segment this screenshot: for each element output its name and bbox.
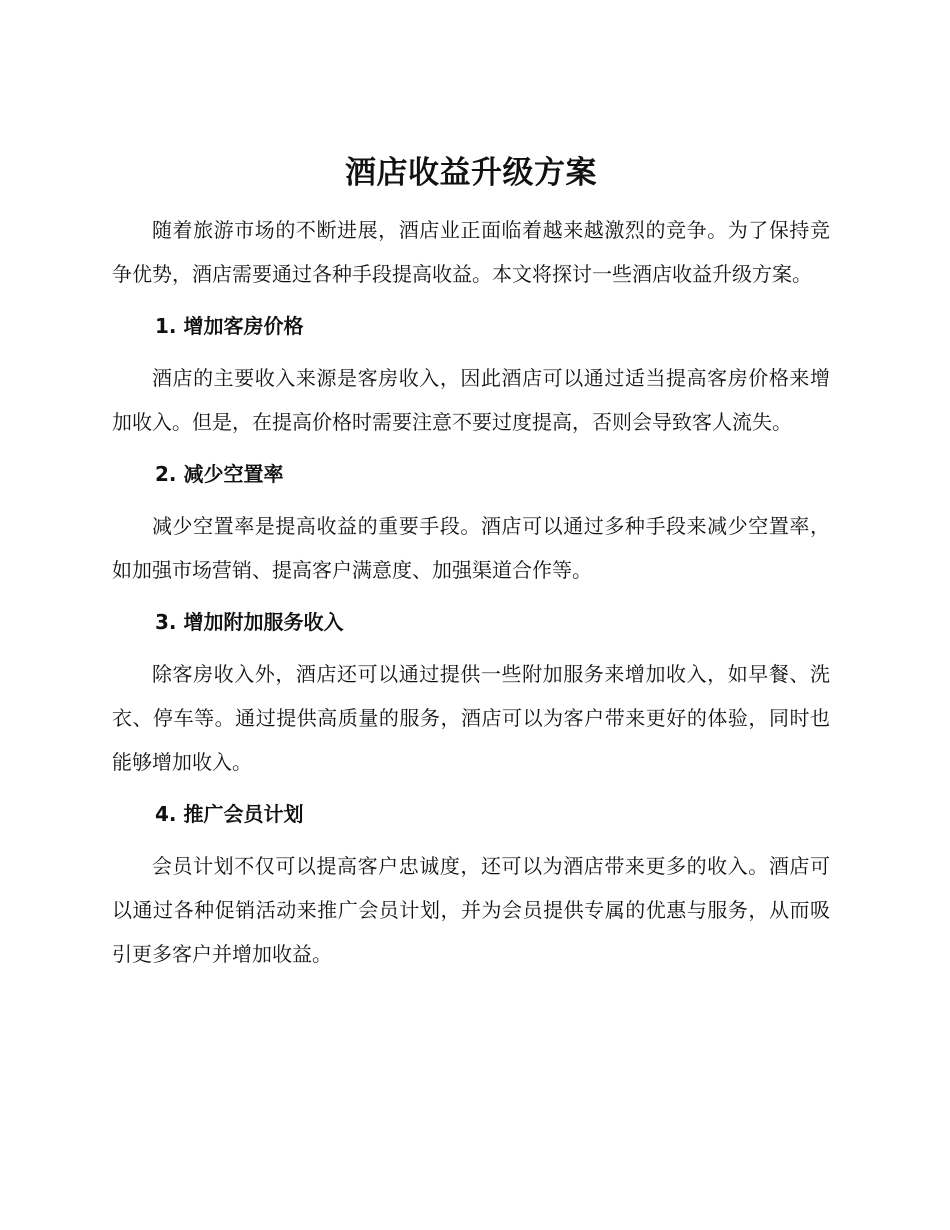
intro-paragraph: 随着旅游市场的不断进展，酒店业正面临着越来越激烈的竞争。为了保持竞争优势，酒店需要通过各种手段提高收益。本文将探讨一些酒店收益升级方案。 (112, 218, 830, 286)
section-body: 酒店的主要收入来源是客房收入，因此酒店可以通过适当提高客房价格来增加收入。但是，在提高价格时需要注意不要过度提高，否则会导致客人流失。 (112, 366, 830, 434)
section-membership-program (112, 799, 830, 976)
section-heading: 4. 推广会员计划 (155, 802, 304, 826)
section-heading: 3. 增加附加服务收入 (155, 610, 344, 634)
section-reduce-vacancy (112, 459, 830, 592)
section-heading: 2. 减少空置率 (155, 462, 284, 486)
document-title: 酒店收益升级方案 (345, 155, 597, 191)
section-increase-room-price (112, 311, 830, 444)
section-body: 减少空置率是提高收益的重要手段。酒店可以通过多种手段来减少空置率，如加强市场营销、提高客户满意度、加强渠道合作等。 (112, 514, 830, 582)
section-additional-services (112, 607, 830, 784)
section-body: 会员计划不仅可以提高客户忠诚度，还可以为酒店带来更多的收入。酒店可以通过各种促销活动来推广会员计划，并为会员提供专属的优惠与服务，从而吸引更多客户并增加收益。 (112, 854, 830, 966)
section-heading: 1. 增加客房价格 (155, 314, 304, 338)
section-body: 除客房收入外，酒店还可以通过提供一些附加服务来增加收入，如早餐、洗衣、停车等。通过提供高质量的服务，酒店可以为客户带来更好的体验，同时也能够增加收入。 (112, 662, 830, 774)
document-page (112, 150, 830, 976)
